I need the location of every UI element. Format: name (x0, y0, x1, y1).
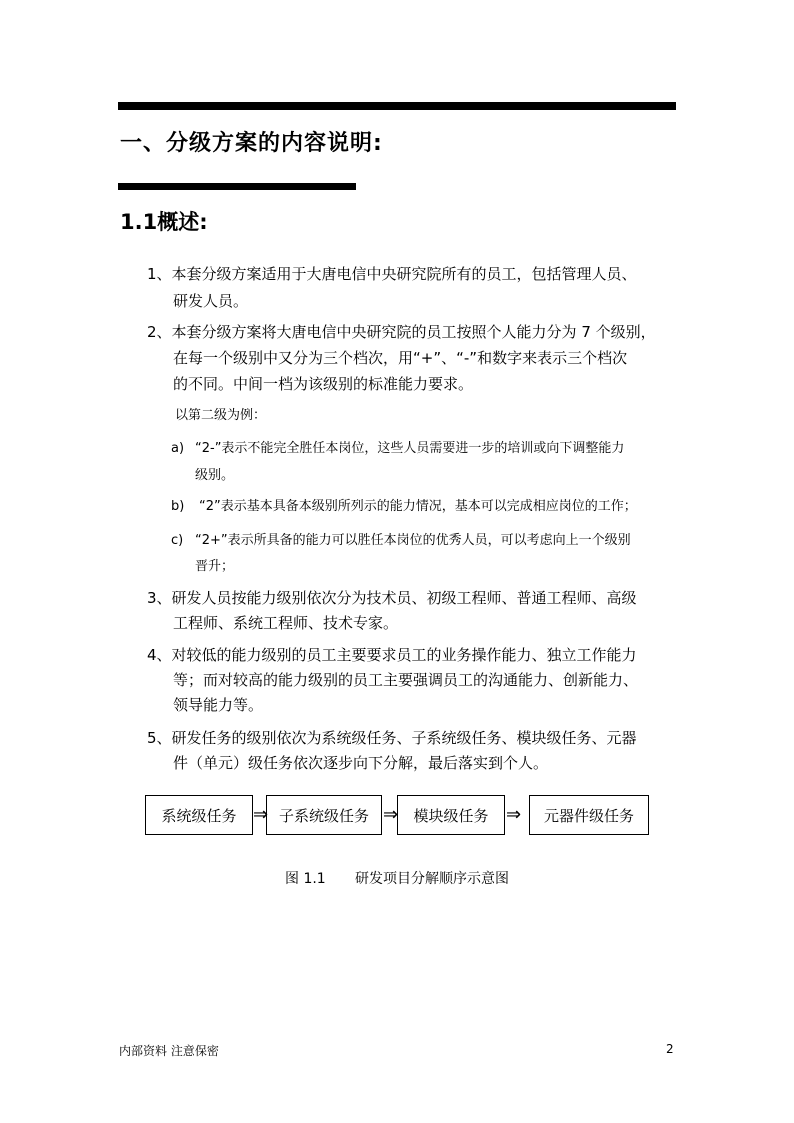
item-line: 件（单元）级任务依次逐步向下分解，最后落实到个人。 (173, 754, 549, 772)
item-line: 等；而对较高的能力级别的员工主要强调员工的沟通能力、创新能力、 (173, 671, 639, 689)
figure-caption: 研发项目分解顺序示意图 (355, 871, 509, 887)
item-line: 研发人员按能力级别依次分为技术员、初级工程师、普通工程师、高级 (171, 589, 637, 607)
subitem-a (171, 435, 624, 463)
subitem-line: “2+”表示所具备的能力可以胜任本岗位的优秀人员，可以考虑向上一个级别 (195, 533, 631, 548)
subitem-c (171, 527, 631, 555)
item-line: 的不同。中间一档为该级别的标准能力要求。 (173, 375, 474, 393)
item-number: 5、 (147, 729, 172, 747)
subitem-line: “2-”表示不能完全胜任本岗位，这些人员需要进一步的培训或向下调整能力 (195, 441, 625, 456)
flow-box-system: 系统级任务 (145, 795, 253, 835)
sub-rule (118, 183, 356, 190)
flow-arrow-icon: ⇒ (253, 804, 269, 825)
item-line: 研发人员。 (173, 292, 249, 310)
item-line: 对较低的能力级别的员工主要要求员工的业务操作能力、独立工作能力 (171, 646, 637, 664)
subitem-line: 级别。 (195, 468, 235, 483)
list-item-3 (147, 585, 637, 612)
subitem-line: “2”表示基本具备本级别所列示的能力情况，基本可以完成相应岗位的工作； (199, 499, 637, 514)
subitem-mark: b) (171, 499, 185, 514)
list-item-2 (147, 319, 656, 346)
example-intro: 以第二级为例： (175, 408, 267, 423)
page-number: 2 (666, 1042, 674, 1056)
item-line: 领导能力等。 (173, 696, 264, 714)
item-line: 研发任务的级别依次为系统级任务、子系统级任务、模块级任务、元器 (171, 729, 637, 747)
list-item-1 (147, 261, 637, 288)
footer-confidential: 内部资料 注意保密 (119, 1044, 219, 1058)
item-line: 工程师、系统工程师、技术专家。 (173, 614, 399, 632)
item-number: 4、 (147, 646, 172, 664)
list-item-5 (147, 725, 637, 752)
subitem-line: 晋升； (195, 559, 235, 574)
flow-arrow-icon: ⇒ (506, 804, 522, 825)
top-rule (118, 102, 676, 110)
flow-box-module: 模块级任务 (397, 795, 505, 835)
flow-box-component: 元器件级任务 (529, 795, 649, 835)
section-heading: 一、分级方案的内容说明: (120, 131, 383, 156)
subitem-mark: a) (171, 441, 185, 456)
sub-heading: 1.1概述: (120, 210, 208, 234)
flow-arrow-icon: ⇒ (383, 804, 399, 825)
item-line: 在每一个级别中又分为三个档次，用“+”、“-”和数字来表示三个档次 (173, 349, 628, 367)
subitem-mark: c) (171, 533, 184, 548)
list-item-4 (147, 642, 637, 669)
figure-number: 图 1.1 (285, 871, 326, 887)
subitem-b (171, 493, 637, 521)
item-number: 1、 (147, 265, 172, 283)
flow-box-subsystem: 子系统级任务 (266, 795, 382, 835)
item-line: 本套分级方案将大唐电信中央研究院的员工按照个人能力分为 7 个级别， (171, 323, 656, 341)
item-line: 本套分级方案适用于大唐电信中央研究院所有的员工，包括管理人员、 (171, 265, 637, 283)
item-number: 2、 (147, 323, 172, 341)
item-number: 3、 (147, 589, 172, 607)
